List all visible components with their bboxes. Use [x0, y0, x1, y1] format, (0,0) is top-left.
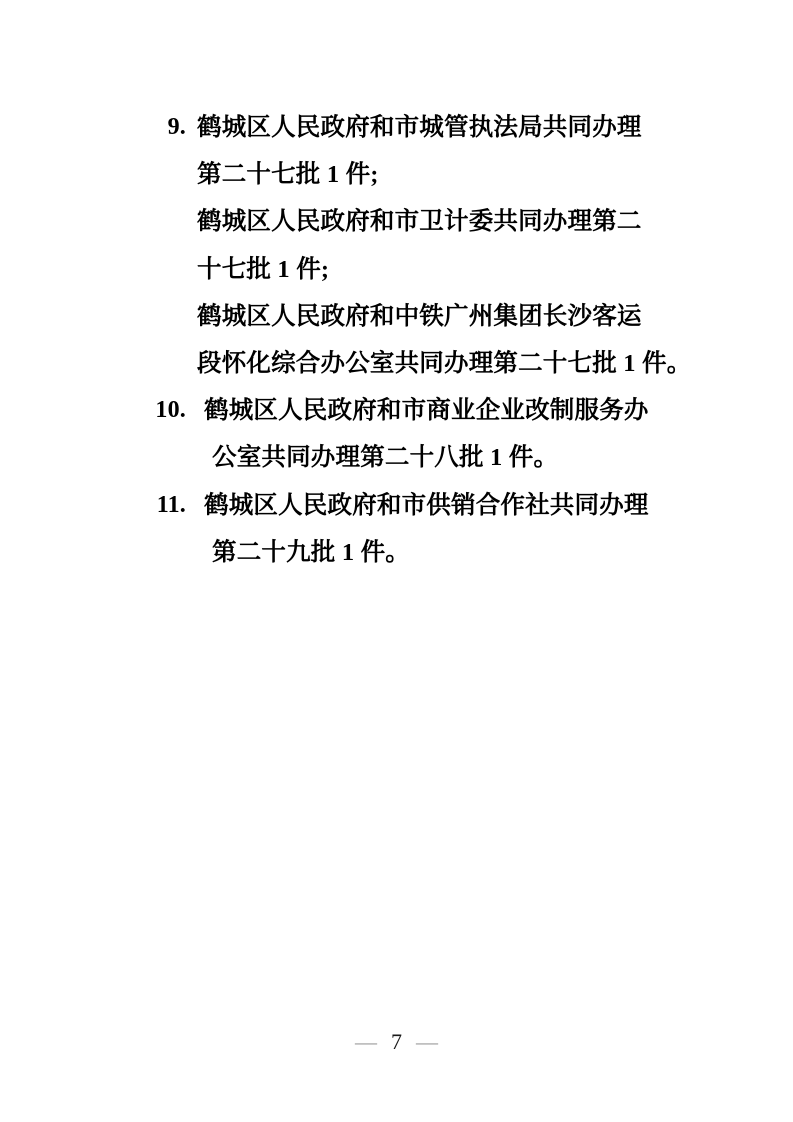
list-item-line	[0, 482, 793, 529]
list-item-9	[0, 104, 793, 387]
list-item-line	[0, 198, 793, 245]
list-item-line	[0, 104, 793, 151]
item-text-line: 鹤城区人民政府和市城管执法局共同办理	[197, 114, 642, 141]
item-number: 10.	[155, 397, 186, 424]
list-item-line	[0, 340, 793, 387]
item-text-line: 鹤城区人民政府和市商业企业改制服务办	[204, 397, 649, 425]
item-text-line: 十七批 1 件;	[197, 255, 330, 283]
item-number: 11.	[156, 491, 186, 518]
item-text-line: 段怀化综合办公室共同办理第二十七批 1 件。	[197, 349, 692, 377]
numbered-list	[0, 104, 793, 576]
list-item-line	[0, 151, 793, 198]
page-number: 7	[391, 1029, 402, 1054]
footer-dash-right: —	[416, 1029, 438, 1054]
list-item-line	[0, 434, 793, 481]
list-item-line	[0, 529, 793, 576]
list-item-11	[0, 482, 793, 576]
list-item-line	[0, 293, 793, 340]
list-item-10	[0, 387, 793, 481]
item-number: 9.	[167, 114, 186, 140]
item-text-line: 鹤城区人民政府和市卫计委共同办理第二	[197, 208, 642, 236]
item-text-line: 鹤城区人民政府和中铁广州集团长沙客运	[197, 302, 642, 330]
page-footer	[0, 1027, 793, 1057]
item-text-line: 鹤城区人民政府和市供销合作社共同办理	[204, 491, 649, 519]
item-text-line: 第二十九批 1 件。	[212, 538, 410, 566]
list-item-line	[0, 387, 793, 434]
footer-dash-left: —	[355, 1029, 377, 1054]
list-item-line	[0, 246, 793, 293]
item-text-line: 公室共同办理第二十八批 1 件。	[212, 444, 559, 472]
item-text-line: 第二十七批 1 件;	[197, 161, 379, 189]
